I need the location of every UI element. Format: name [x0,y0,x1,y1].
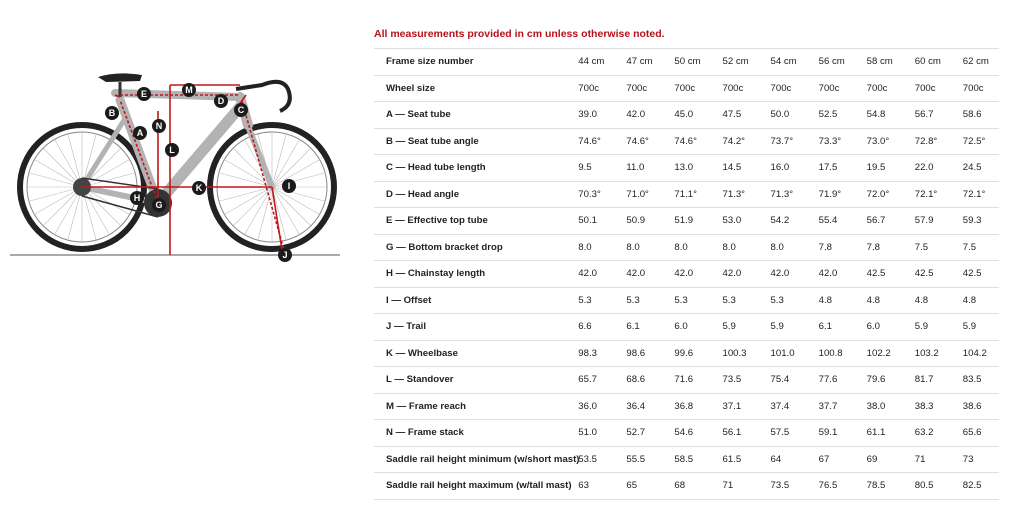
row-label: N — Frame stack [374,420,566,447]
table-row [374,446,999,473]
table-row [374,287,999,314]
cell-value: 7.8 [807,234,855,261]
marker-b [105,106,119,120]
cell-value: 5.3 [759,287,807,314]
cell-value: 58.6 [951,102,999,129]
cell-value: 7.8 [855,234,903,261]
wheel-spoke [272,173,325,187]
svg-text:G: G [155,200,163,210]
table-row [374,75,999,102]
wheel-spoke [224,187,272,215]
table-row [374,155,999,182]
row-label: A — Seat tube [374,102,566,129]
wheel-spoke [272,134,286,187]
cell-value: 42.5 [903,261,951,288]
cell-value: 69 [855,446,903,473]
cell-value: 24.5 [951,155,999,182]
cell-value: 72.1° [903,181,951,208]
cell-value: 56.7 [855,208,903,235]
svg-text:C: C [237,105,245,115]
cell-value: 4.8 [903,287,951,314]
cell-value: 73.7° [759,128,807,155]
row-label: K — Wheelbase [374,340,566,367]
cell-value: 700c [662,75,710,102]
table-row [374,208,999,235]
cell-value: 58.5 [662,446,710,473]
cell-value: 47 cm [614,49,662,76]
cell-value: 6.0 [662,314,710,341]
svg-text:E: E [140,89,148,99]
cell-value: 8.0 [759,234,807,261]
cell-value: 63.2 [903,420,951,447]
geometry-table [374,48,999,500]
cell-value: 72.0° [855,181,903,208]
cell-value: 68 [662,473,710,500]
cell-value: 52 cm [710,49,758,76]
cell-value: 63 [566,473,614,500]
cell-value: 104.2 [951,340,999,367]
cell-value: 73 [951,446,999,473]
cell-value: 8.0 [566,234,614,261]
cell-value: 103.2 [903,340,951,367]
cell-value: 4.8 [951,287,999,314]
cell-value: 54.6 [662,420,710,447]
cell-value: 71 [903,446,951,473]
marker-d [214,94,228,108]
cell-value: 700c [710,75,758,102]
cell-value: 47.5 [710,102,758,129]
cell-value: 65 [614,473,662,500]
row-label: I — Offset [374,287,566,314]
marker-h [130,191,144,205]
cell-value: 74.6° [614,128,662,155]
cell-value: 76.5 [807,473,855,500]
cell-value: 73.5 [759,473,807,500]
cell-value: 37.1 [710,393,758,420]
svg-text:J: J [282,250,288,260]
marker-k [192,181,206,195]
cell-value: 5.9 [903,314,951,341]
cell-value: 42.0 [710,261,758,288]
cell-value: 79.6 [855,367,903,394]
cell-value: 5.9 [759,314,807,341]
cell-value: 42.0 [807,261,855,288]
cell-value: 99.6 [662,340,710,367]
saddle [98,73,142,82]
cell-value: 57.5 [759,420,807,447]
cell-value: 22.0 [903,155,951,182]
cell-value: 7.5 [951,234,999,261]
cell-value: 52.7 [614,420,662,447]
bike-geometry-diagram [10,55,355,280]
cell-value: 71.3° [759,181,807,208]
cell-value: 700c [855,75,903,102]
cell-value: 64 [759,446,807,473]
cell-value: 700c [807,75,855,102]
cell-value: 700c [566,75,614,102]
table-row [374,340,999,367]
cell-value: 6.6 [566,314,614,341]
cell-value: 42.0 [566,261,614,288]
cell-value: 53.0 [710,208,758,235]
marker-a [133,126,147,140]
table-row [374,367,999,394]
cell-value: 55.4 [807,208,855,235]
cell-value: 71 [710,473,758,500]
svg-text:K: K [195,183,203,193]
cell-value: 700c [951,75,999,102]
cell-value: 9.5 [566,155,614,182]
cell-value: 55.5 [614,446,662,473]
cell-value: 59.3 [951,208,999,235]
cell-value: 74.6° [662,128,710,155]
marker-i [282,179,296,193]
cell-value: 75.4 [759,367,807,394]
row-label: M — Frame reach [374,393,566,420]
cell-value: 52.5 [807,102,855,129]
cell-value: 42.5 [951,261,999,288]
cell-value: 65.7 [566,367,614,394]
wheel-spoke [272,187,325,201]
table-row [374,102,999,129]
row-label: Saddle rail height minimum (w/short mast) [374,446,566,473]
cell-value: 4.8 [855,287,903,314]
cell-value: 74.6° [566,128,614,155]
cell-value: 81.7 [903,367,951,394]
svg-text:N: N [155,121,163,131]
cell-value: 72.8° [903,128,951,155]
cell-value: 73.0° [855,128,903,155]
cell-value: 70.3° [566,181,614,208]
svg-text:L: L [169,145,175,155]
cell-value: 56.1 [710,420,758,447]
svg-text:B: B [108,108,116,118]
cell-value: 37.4 [759,393,807,420]
marker-m [182,83,196,97]
cell-value: 50 cm [662,49,710,76]
cell-value: 65.6 [951,420,999,447]
marker-n [152,119,166,133]
row-label: Saddle rail height maximum (w/tall mast) [374,473,566,500]
wheel-spoke [272,160,320,188]
svg-text:D: D [217,96,225,106]
row-label: G — Bottom bracket drop [374,234,566,261]
cell-value: 14.5 [710,155,758,182]
cell-value: 57.9 [903,208,951,235]
marker-c [234,103,248,117]
cell-value: 39.0 [566,102,614,129]
cell-value: 16.0 [759,155,807,182]
cell-value: 37.7 [807,393,855,420]
cell-value: 59.1 [807,420,855,447]
wheel-spoke [258,187,272,240]
cell-value: 6.0 [855,314,903,341]
cell-value: 72.5° [951,128,999,155]
table-row [374,473,999,500]
table-row [374,181,999,208]
cell-value: 58 cm [855,49,903,76]
svg-text:A: A [136,128,144,138]
cell-value: 6.1 [614,314,662,341]
cell-value: 50.0 [759,102,807,129]
cell-value: 700c [614,75,662,102]
cell-value: 19.5 [855,155,903,182]
marker-e [137,87,151,101]
cell-value: 98.3 [566,340,614,367]
row-label: H — Chainstay length [374,261,566,288]
cell-value: 700c [903,75,951,102]
header-row [374,49,999,76]
cell-value: 71.0° [614,181,662,208]
cell-value: 56.7 [903,102,951,129]
cell-value: 36.4 [614,393,662,420]
cell-value: 42.5 [855,261,903,288]
svg-text:H: H [133,193,141,203]
row-label: D — Head angle [374,181,566,208]
cell-value: 78.5 [855,473,903,500]
marker-g [152,198,166,212]
cell-value: 82.5 [951,473,999,500]
table-row [374,234,999,261]
cell-value: 5.9 [951,314,999,341]
cell-value: 50.1 [566,208,614,235]
cell-value: 45.0 [662,102,710,129]
cell-value: 36.0 [566,393,614,420]
wheel-spoke [233,187,272,226]
cell-value: 42.0 [614,102,662,129]
cell-value: 72.1° [951,181,999,208]
cell-value: 17.5 [807,155,855,182]
marker-l [165,143,179,157]
cell-value: 44 cm [566,49,614,76]
cell-value: 6.1 [807,314,855,341]
cell-value: 80.5 [903,473,951,500]
row-label: C — Head tube length [374,155,566,182]
cell-value: 38.6 [951,393,999,420]
cell-value: 74.2° [710,128,758,155]
cell-value: 5.3 [566,287,614,314]
row-label: Frame size number [374,49,566,76]
cell-value: 60 cm [903,49,951,76]
cell-value: 83.5 [951,367,999,394]
cell-value: 36.8 [662,393,710,420]
cell-value: 71.6 [662,367,710,394]
cell-value: 62 cm [951,49,999,76]
cell-value: 8.0 [662,234,710,261]
cell-value: 13.0 [662,155,710,182]
cell-value: 700c [759,75,807,102]
cell-value: 71.9° [807,181,855,208]
row-label: B — Seat tube angle [374,128,566,155]
cell-value: 73.3° [807,128,855,155]
cell-value: 71.3° [710,181,758,208]
table-row [374,314,999,341]
cell-value: 71.1° [662,181,710,208]
table-row [374,420,999,447]
cell-value: 38.3 [903,393,951,420]
wheel-spoke [272,187,320,215]
cell-value: 7.5 [903,234,951,261]
cell-value: 101.0 [759,340,807,367]
cell-value: 54.2 [759,208,807,235]
cell-value: 4.8 [807,287,855,314]
cell-value: 100.3 [710,340,758,367]
cell-value: 50.9 [614,208,662,235]
cell-value: 51.0 [566,420,614,447]
cell-value: 73.5 [710,367,758,394]
cell-value: 98.6 [614,340,662,367]
cell-value: 56 cm [807,49,855,76]
row-label: J — Trail [374,314,566,341]
cell-value: 42.0 [662,261,710,288]
table-row [374,128,999,155]
cell-value: 5.3 [710,287,758,314]
marker-j [278,248,292,262]
row-label: E — Effective top tube [374,208,566,235]
wheel-spoke [219,187,272,201]
row-label: L — Standover [374,367,566,394]
cell-value: 77.6 [807,367,855,394]
table-row [374,393,999,420]
cell-value: 102.2 [855,340,903,367]
cell-value: 5.3 [614,287,662,314]
cell-value: 42.0 [614,261,662,288]
cell-value: 5.9 [710,314,758,341]
cell-value: 54 cm [759,49,807,76]
cell-value: 42.0 [759,261,807,288]
cell-value: 53.5 [566,446,614,473]
cell-value: 67 [807,446,855,473]
row-label: Wheel size [374,75,566,102]
cell-value: 61.5 [710,446,758,473]
cell-value: 8.0 [710,234,758,261]
svg-text:M: M [185,85,193,95]
cell-value: 100.8 [807,340,855,367]
cell-value: 8.0 [614,234,662,261]
cell-value: 11.0 [614,155,662,182]
table-row [374,261,999,288]
cell-value: 51.9 [662,208,710,235]
cell-value: 68.6 [614,367,662,394]
cell-value: 5.3 [662,287,710,314]
geometry-note: All measurements provided in cm unless otherwise noted. [374,28,665,40]
cell-value: 54.8 [855,102,903,129]
cell-value: 38.0 [855,393,903,420]
cell-value: 61.1 [855,420,903,447]
svg-text:I: I [287,181,291,191]
